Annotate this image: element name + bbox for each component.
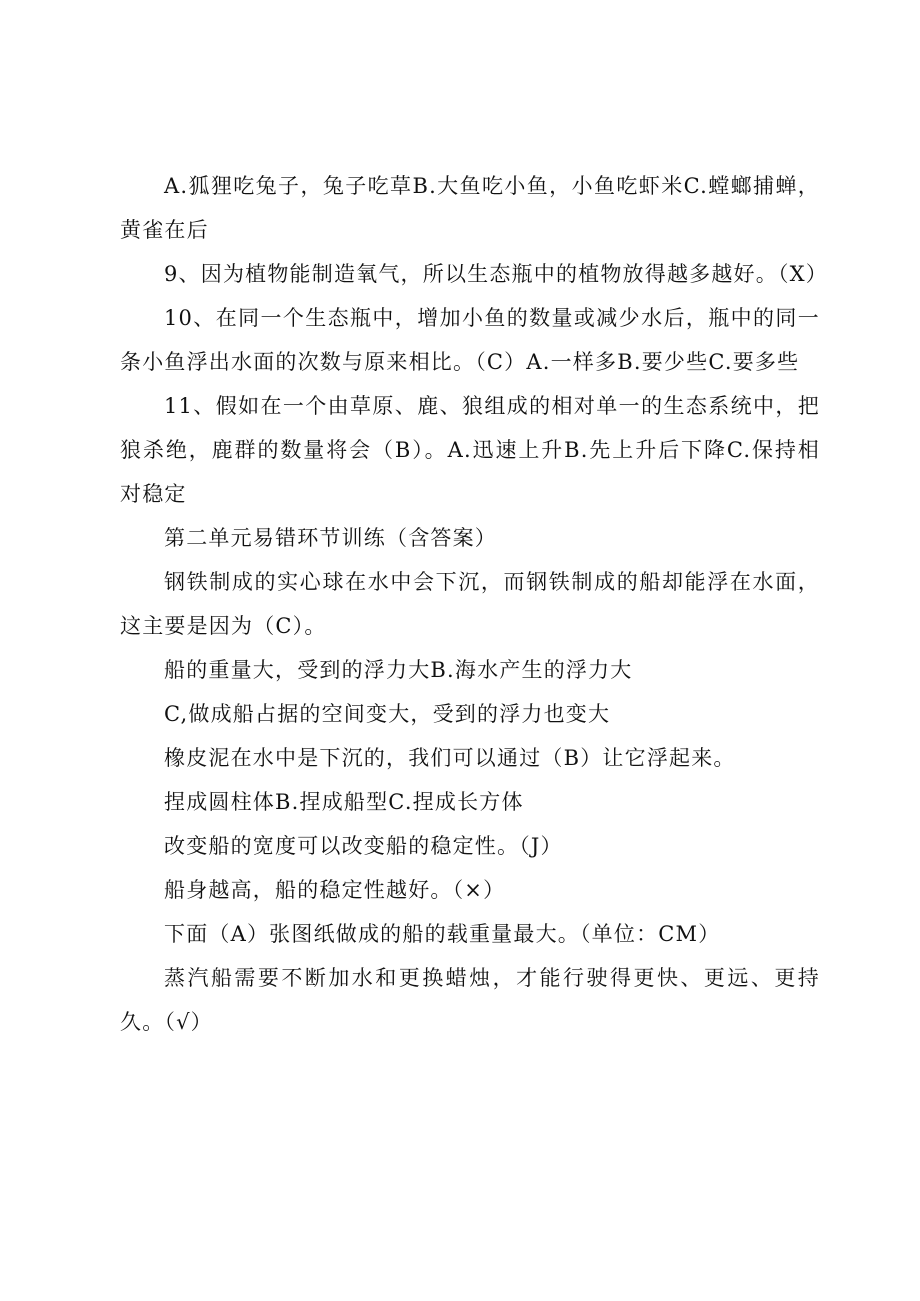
paragraph-steel-ball-option-c: C,做成船占据的空间变大，受到的浮力也变大 xyxy=(164,702,611,726)
paragraph-question-9: 9、因为植物能制造氧气，所以生态瓶中的植物放得越多越好。（X） xyxy=(164,262,829,286)
paragraph-question-11: 11、假如在一个由草原、鹿、狼组成的相对单一的生态系统中，把狼杀绝，鹿群的数量将会（B）。A.迅速上升B.先上升后下降C.保持相对稳定 xyxy=(120,394,820,506)
paragraph-question-10: 10、在同一个生态瓶中，增加小鱼的数量或减少水后，瓶中的同一条小鱼浮出水面的次数与原来相比。（C）A.一样多B.要少些C.要多些 xyxy=(120,306,820,374)
paragraph-steamboat-statement: 蒸汽船需要不断加水和更换蜡烛，才能行驶得更快、更远、更持久。（√） xyxy=(120,966,820,1034)
paragraph-steel-ball-options-ab: 船的重量大，受到的浮力大B.海水产生的浮力大 xyxy=(164,658,633,682)
paragraph-boat-width-statement: 改变船的宽度可以改变船的稳定性。（J） xyxy=(164,834,563,858)
paragraph-food-chain-options: A.狐狸吃兔子，兔子吃草B.大鱼吃小鱼，小鱼吃虾米C.螳螂捕蝉，黄雀在后 xyxy=(120,174,820,242)
paragraph-boat-height-statement: 船身越高，船的稳定性越好。（×） xyxy=(164,878,506,902)
paragraph-steel-ball-question: 钢铁制成的实心球在水中会下沉，而钢铁制成的船却能浮在水面，这主要是因为（C）。 xyxy=(120,570,820,638)
document-page xyxy=(120,164,829,1044)
section-heading-unit-2: 第二单元易错环节训练（含答案） xyxy=(164,526,497,550)
paragraph-plasticine-question: 橡皮泥在水中是下沉的，我们可以通过（B）让它浮起来。 xyxy=(164,746,736,770)
paragraph-plasticine-options: 捏成圆柱体B.捏成船型C.捏成长方体 xyxy=(164,790,524,814)
paragraph-paper-boat-question: 下面（A）张图纸做成的船的载重量最大。（单位：CM） xyxy=(164,922,721,946)
